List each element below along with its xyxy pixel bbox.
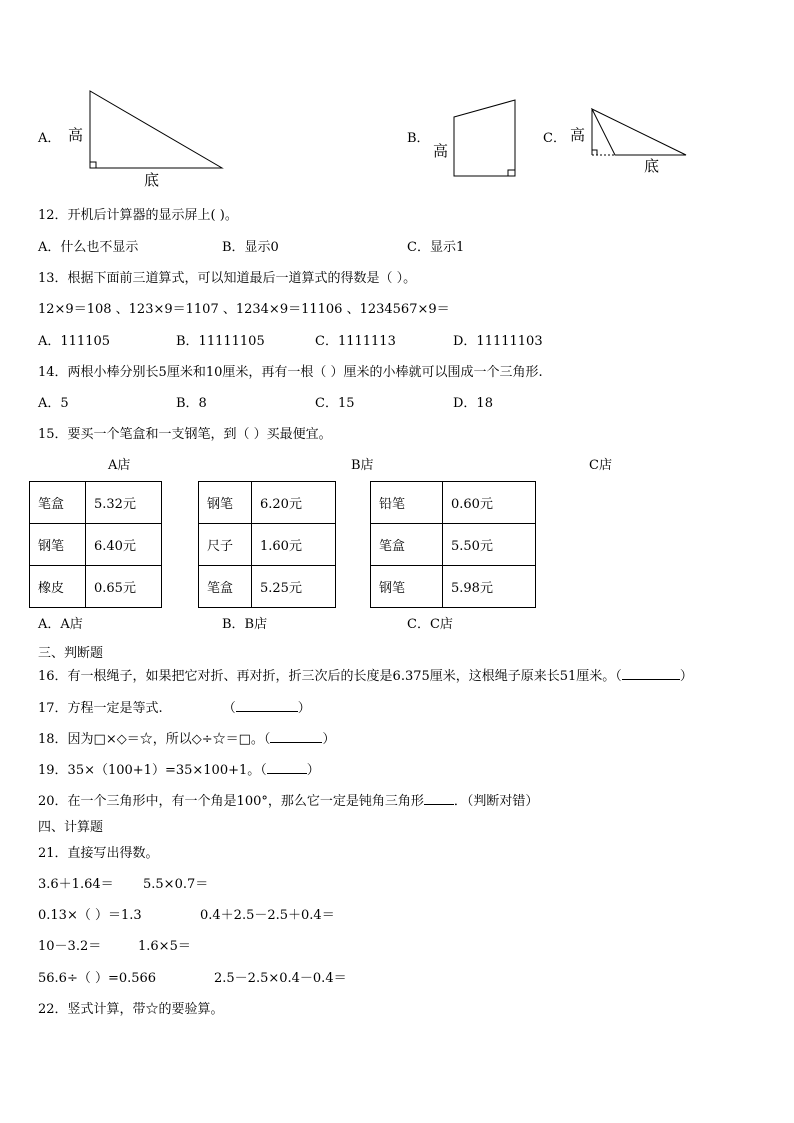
q12-option-c: C．显示1 (407, 240, 465, 255)
table-row (30, 566, 162, 608)
q17-open: （ (222, 701, 236, 716)
option-a-letter: A． (38, 131, 61, 146)
q14-option-b: B．8 (176, 396, 207, 411)
figure-c-height-label: 高 (570, 126, 586, 144)
q12-stem: 12．开机后计算器的显示屏上( )。 (38, 208, 238, 223)
q17-close: ） (297, 701, 311, 716)
item-name: 笔盒 (371, 524, 443, 566)
q22-stem: 22．竖式计算，带☆的要验算。 (38, 1002, 224, 1017)
q17-text: 17．方程一定是等式. (38, 701, 163, 716)
q13-option-c: C．1111113 (315, 334, 396, 349)
q13-option-b: B．11111105 (176, 334, 265, 349)
q19-close: ） (306, 763, 320, 778)
item-name: 笔盒 (199, 566, 252, 608)
q16-text: 16．有一根绳子，如果把它对折、再对折，折三次后的长度是6.375厘米，这根绳子原来长51厘米。（ (38, 669, 622, 684)
q21-item: 0.13×（ ）＝1.3 (38, 908, 142, 923)
q21-item: 0.4＋2.5－2.5＋0.4＝ (200, 908, 335, 923)
q15-option-b: B．B店 (222, 617, 268, 632)
q13-formula: 12×9＝108 、123×9＝1107 、1234×9＝11106 、1234567×9＝ (38, 302, 450, 317)
q21-item: 3.6＋1.64＝ (38, 877, 114, 892)
q15-option-c: C．C店 (407, 617, 453, 632)
figure-a-base-label: 底 (144, 171, 160, 189)
q13-option-a: A．111105 (38, 334, 111, 349)
item-price: 0.60元 (443, 482, 536, 524)
item-price: 1.60元 (252, 524, 336, 566)
q21-stem: 21．直接写出得数。 (38, 846, 159, 861)
shop-b-price-table (198, 481, 336, 608)
q20-text: 20．在一个三角形中，有一个角是100°，那么它一定是钝角三角形 (38, 794, 424, 809)
q19 (38, 763, 320, 779)
option-c-letter: C． (543, 131, 566, 146)
q14-option-c: C．15 (315, 396, 355, 411)
shop-c-name: C店 (589, 458, 612, 473)
table-row (30, 482, 162, 524)
q18 (38, 732, 335, 748)
q20 (38, 794, 538, 810)
q14-stem: 14．两根小棒分别长5厘米和10厘米，再有一根（ ）厘米的小棒就可以围成一个三角形. (38, 365, 543, 380)
q13-stem: 13．根据下面前三道算式，可以知道最后一道算式的得数是（ ）。 (38, 271, 417, 286)
q17-answer-blank[interactable] (236, 711, 298, 712)
table-row (371, 524, 536, 566)
figure-c-base-label: 底 (644, 157, 660, 175)
q21-item: 10－3.2＝ (38, 939, 102, 954)
section-title-judgment: 三、判断题 (38, 646, 104, 661)
q18-text: 18．因为□×◇＝☆，所以◇÷☆＝□。（ (38, 732, 271, 747)
q14-option-d: D．18 (453, 396, 493, 411)
q19-answer-blank[interactable] (267, 773, 307, 774)
q13-option-d: D．11111103 (453, 334, 543, 349)
q15-stem: 15．要买一个笔盒和一支钢笔，到（ ）买最便宜。 (38, 427, 332, 442)
item-name: 笔盒 (30, 482, 86, 524)
item-price: 0.65元 (86, 566, 162, 608)
item-price: 6.20元 (252, 482, 336, 524)
table-row (199, 566, 336, 608)
figure-c-triangle (592, 109, 686, 155)
q16-close: ） (679, 669, 693, 684)
item-price: 5.32元 (86, 482, 162, 524)
figure-b-height-label: 高 (433, 142, 449, 160)
table-row (199, 524, 336, 566)
q20-answer-blank[interactable] (424, 804, 454, 805)
q16 (38, 669, 693, 685)
item-name: 钢笔 (30, 524, 86, 566)
item-price: 5.25元 (252, 566, 336, 608)
q18-answer-blank[interactable] (270, 742, 322, 743)
item-name: 尺子 (199, 524, 252, 566)
q17 (38, 701, 311, 717)
item-name: 橡皮 (30, 566, 86, 608)
item-price: 5.50元 (443, 524, 536, 566)
q18-close: ） (322, 732, 336, 747)
q16-answer-blank[interactable] (622, 679, 680, 680)
q21-item: 2.5－2.5×0.4－0.4＝ (214, 971, 347, 986)
shop-a-name: A店 (108, 458, 131, 473)
table-row (371, 566, 536, 608)
q19-text: 19．35×（100+1）=35×100+1。（ (38, 763, 267, 778)
q21-item: 56.6÷（ ）=0.566 (38, 971, 157, 986)
item-name: 钢笔 (371, 566, 443, 608)
option-b-letter: B． (407, 131, 430, 146)
figure-c-right-angle-mark (592, 150, 597, 155)
table-row (199, 482, 336, 524)
shop-b-name: B店 (351, 458, 374, 473)
table-row (371, 482, 536, 524)
q12-option-a: A．什么也不显示 (38, 240, 139, 255)
item-name: 钢笔 (199, 482, 252, 524)
figure-c-obtuse-triangle (0, 0, 794, 200)
q21-item: 5.5×0.7＝ (143, 877, 209, 892)
q14-option-a: A．5 (38, 396, 69, 411)
section-title-calculation: 四、计算题 (38, 820, 104, 835)
item-price: 6.40元 (86, 524, 162, 566)
q20-tail: ．（判断对错） (453, 794, 539, 809)
q12-option-b: B．显示0 (222, 240, 279, 255)
shop-c-price-table (370, 481, 536, 608)
figure-a-height-label: 高 (68, 126, 84, 144)
item-price: 5.98元 (443, 566, 536, 608)
item-name: 铅笔 (371, 482, 443, 524)
table-row (30, 524, 162, 566)
q21-item: 1.6×5＝ (138, 939, 191, 954)
shop-a-price-table (29, 481, 162, 608)
q15-option-a: A．A店 (38, 617, 83, 632)
